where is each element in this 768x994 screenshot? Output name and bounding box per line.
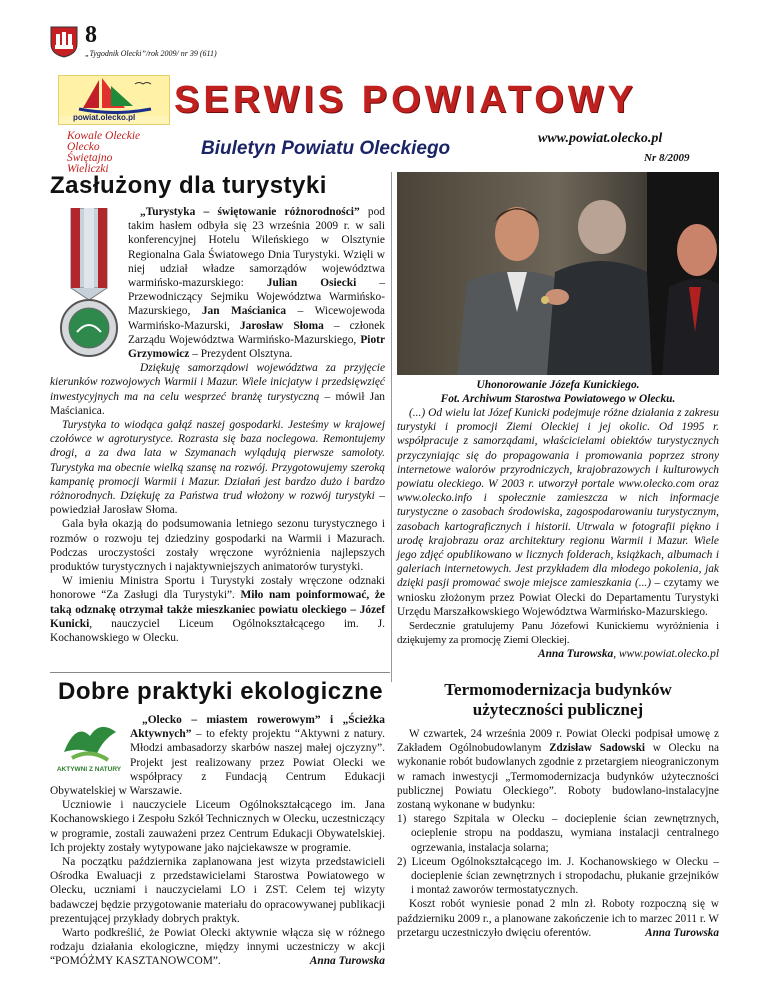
author: Anna Turowska bbox=[537, 648, 614, 661]
person: Jarosław Słoma bbox=[239, 319, 324, 332]
medal-float-spacer bbox=[50, 205, 128, 365]
text: – Przewodniczący Sejmiku Województwa Warmińsko-Mazurskiego, bbox=[128, 277, 385, 318]
highlight: Miło nam poinformować, że taką odznakę otrzymał także mieszkaniec powiatu oleckiego – Józef Kunicki bbox=[50, 589, 385, 630]
coat-of-arms-icon bbox=[50, 26, 78, 58]
caption-line: Uhonorowanie Józefa Kunickiego. bbox=[476, 379, 640, 391]
author: Anna Turowska bbox=[645, 926, 719, 939]
text: – członek Zarządu Województwa Warmińsko-Mazurskiego, bbox=[128, 319, 385, 346]
person: Piotr Grzymowicz bbox=[128, 333, 385, 361]
article1-right-body bbox=[397, 406, 719, 662]
horizontal-rule bbox=[50, 672, 390, 673]
paragraph bbox=[397, 727, 719, 812]
bulletin-title: Biuletyn Powiatu Oleckiego bbox=[201, 138, 451, 159]
town-list bbox=[67, 131, 140, 175]
eco-logo-text: AKTYWNI Z NATURY bbox=[56, 766, 122, 773]
paragraph: Na początku października zaplanowana jest wizyta przedstawicieli Ośrodka Ewaluacji z przedstawicielami Starostwa Powiatowego w Olecku, uczniami i nauczycielami LO i ZST. Celem tej wizyty badawczej będzie przygotowanie materiału do opracowywanej publikacji prezentującej przykłady dobrych praktyk. bbox=[50, 856, 385, 925]
text: w Olecku na wykonanie robót budowlanych zgodnie z przetargiem nieograniczonym w ramach inwestycji „Termomodernizacja budynków użyteczności publicznej Powiatu Oleckiego”. Roboty budowlano-instalacyjne zostaną wykonane w budynku: bbox=[397, 742, 719, 812]
text: – mówił Jan Maścianica. bbox=[50, 390, 385, 417]
town-item: Kowale Oleckie bbox=[67, 130, 141, 142]
signature bbox=[397, 647, 719, 661]
person: Jan Maścianica bbox=[201, 305, 287, 318]
text: – to efekty projektu “Aktywni z natury. Młodzi ambasadorzy skarbów naszej małej ojczyzny”. Projekt jest realizowany przez Powiat Olecki we współpracy z Fundacją Centrum Edukacji Obywatelskiej w Warszawie. bbox=[50, 728, 385, 798]
article3-title bbox=[397, 680, 719, 720]
website-link[interactable]: www.powiat.olecko.pl bbox=[538, 131, 663, 146]
paragraph: Serdecznie gratulujemy Panu Józefowi Kunickiemu wyróżnienia i dziękujemy za promocję Ziemi Oleckiej. bbox=[397, 620, 719, 647]
paragraph bbox=[50, 418, 385, 517]
quote: (...) Od wielu lat Józef Kunicki podejmuje różne działania z zakresu turystyki i promocji Ziemi Oleckiej i jej okolic. Od 1995 r. współpracuje z samorządami, właścicielami obiektów turystycznych przyczyniając się do propagowania i promowania poprzez strony internetowe walorów przyrodniczych, krajobrazowych i kulturowych powiatu oleckiego. W 2003 r. utworzył portale www.olecko.com oraz www.olecko.info i społecznie zamieszcza w nich informacje turystyczne o zasobach środowiska, zagospodarowaniu turystycznym, zasobach kartograficznych i historii. Utrwala w fotografii piękno i urodę krajobrazu oraz architektury regionu Warmii i Mazur. Wiele jego zdjęć opublikowano w licznych folderach, książkach, albumach i galeriach internetowych. Jest przykładem dla młodego pokolenia, jak dzięki pasji promować swoje miejsce zamieszkania (...) bbox=[397, 407, 719, 590]
photo-caption bbox=[397, 378, 719, 406]
text: – czytamy we wniosku złożonym przez Powiat Olecki do Departamentu Turystyki Urzędu Marszałkowskiego Województwa Warmińsko-Mazurskiego. bbox=[397, 577, 719, 618]
town-item: Wieliczki bbox=[67, 163, 109, 175]
logo-url: powiat.olecko.pl bbox=[73, 113, 136, 122]
paragraph bbox=[397, 406, 719, 619]
column-divider bbox=[391, 172, 392, 682]
bulletin-number: Nr 8/2009 bbox=[644, 152, 690, 164]
author-site: , www.powiat.olecko.pl bbox=[613, 648, 719, 661]
issue-line: „Tygodnik Olecki”/rok 2009/ nr 39 (611) bbox=[85, 49, 217, 58]
highlight: „Olecko – miastem rowerowym” i „Ścieżka Aktywnych” bbox=[130, 714, 385, 741]
person: Julian Osiecki bbox=[266, 277, 357, 290]
town-item: Świętajno bbox=[67, 152, 113, 164]
paragraph bbox=[50, 361, 385, 418]
town-item: Olecko bbox=[67, 141, 100, 153]
article2-title: Dobre praktyki ekologiczne bbox=[58, 678, 384, 705]
award-photo bbox=[397, 172, 719, 375]
page-number: 8 bbox=[85, 22, 97, 48]
text: pod takim hasłem odbyła się 23 września 2009 r. w sali konferencyjnej Hotelu Wileńskiego w Olsztynie Regionalna Gala Światowego Dnia Turystyki. Wzięli w niej udział władze samorządów województwa warmińsko-mazurskiego: bbox=[128, 206, 386, 290]
quote: Turystyka to wiodąca gałąź naszej gospodarki. Jesteśmy w krajowej czołówce w agroturystyce. Rozrasta się baza noclegowa. Remontujemy drogi, a za dwa lata w Szymanach wylądują pierwsze samoloty. Turystyka ma obecnie wielką szansę na rozwój. Przygotowujemy szeroką kampanię promocji Warmii i Mazur. Działań jest bardzo dużo i bardzo różnorodnych. Dziękuję za Państwa trud włożony w rozwój turystyki bbox=[50, 419, 385, 503]
caption-line: Fot. Archiwum Starostwa Powiatowego w Olecku. bbox=[440, 393, 676, 405]
paragraph bbox=[50, 926, 385, 969]
paragraph bbox=[397, 897, 719, 940]
list-item: 2) Liceum Ogólnokształcącego im. J. Kochanowskiego w Olecku – docieplenie ścian zewnętrznych i stropodachu, płukanie grzejników i montaż zaworów termostatycznych. bbox=[397, 855, 719, 897]
paragraph bbox=[50, 574, 385, 645]
text: – Prezydent Olsztyna. bbox=[189, 348, 293, 361]
quote: Dziękuję samorządowi województwa za przyjęcie kierunków rozwojowych Warmii i Mazur. Wiele inicjatyw i przedsięwzięć inwestycyjnych ma na celu wesprzeć branżę turystyczną bbox=[50, 362, 385, 403]
text: Warto podkreślić, że Powiat Olecki aktywnie włącza się w różnego rodzaju działania ekologiczne, między innymi uczestniczy w akcji “POMÓŻMY KASZTANOWCOM”. bbox=[50, 927, 385, 968]
highlight: „Turystyka – świętowanie różnorodności” bbox=[140, 206, 360, 218]
title-line: Termomodernizacja budynków bbox=[444, 680, 672, 699]
paragraph: Gala była okazją do podsumowania letniego sezonu turystycznego i rozmów o rozwoju tej dziedziny gospodarki na Warmii i Mazurach. Podczas uroczystości zostały wręczone wyróżnienia najlepszych produktów turystycznych i najaktywniejszych animatorów turystyki. bbox=[50, 518, 385, 574]
text: – powiedział Jarosław Słoma. bbox=[50, 490, 385, 517]
text: Koszt robót wyniesie ponad 2 mln zł. Roboty rozpoczną się w październiku 2009 r., a planowane zakończenie ich to marzec 2011 r. W przetargu uczestniczyło dwięciu oferentów. bbox=[397, 898, 719, 939]
text: – Wicewojewoda Warmińsko-Mazurski, bbox=[128, 305, 385, 332]
author: Anna Turowska bbox=[309, 955, 385, 968]
text: W czwartek, 24 września 2009 r. Powiat Olecki podpisał umowę z Zakładem Ogólnobudowlanym bbox=[397, 728, 719, 755]
text: , nauczyciel Liceum Ogólnokształcącego im. J. Kochanowskiego w Olecku. bbox=[50, 617, 385, 645]
article3-body bbox=[397, 727, 719, 940]
article1-body bbox=[50, 205, 385, 645]
paragraph: Uczniowie i nauczyciele Liceum Ogólnokształcącego im. Jana Kochanowskiego i Zespołu Szkół Technicznych w Olecku, uczestniczący w programie, zostali zauważeni przez Centrum Edukacji Obywatelskiej. Ich projekty zostały wytypowane jako najciekawsze w programie. bbox=[50, 799, 385, 854]
list-item: 1) starego Szpitala w Olecku – docieplenie ścian zewnętrznych, ocieplenie stropu na poddaszu, wymiana instalacji centralnego ogrzewania, instalacja solarna; bbox=[397, 813, 719, 854]
masthead-title: SERWIS POWIATOWY bbox=[174, 79, 638, 121]
text: W imieniu Ministra Sportu i Turystyki zostały wręczone odznaki honorowe “Za Zasługi dla Turystyki”. bbox=[50, 575, 385, 602]
eco-float-spacer bbox=[50, 713, 130, 783]
article1-title: Zasłużony dla turystyki bbox=[50, 172, 327, 199]
title-line: użyteczności publicznej bbox=[472, 700, 644, 719]
company: Zdzisław Sadowski bbox=[549, 742, 646, 755]
article2-body bbox=[50, 713, 385, 969]
